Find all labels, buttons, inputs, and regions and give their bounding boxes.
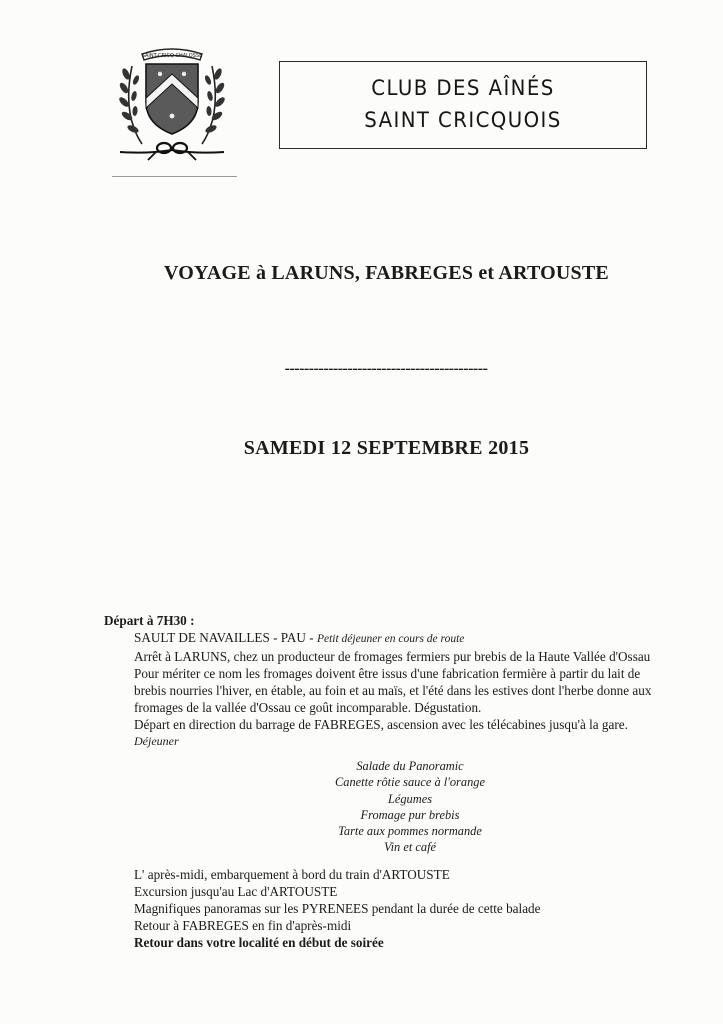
lunch-menu [260,758,560,856]
departure-time: Départ à 7H30 : [104,613,195,628]
dashed-separator: ------------------------------------------ [284,360,488,377]
lunch-label: Déjeuner [134,734,179,748]
return-line: Retour dans votre localité en début de soirée [134,935,384,950]
menu-item: Salade du Panoramic [356,759,464,773]
programme-line: fromages de la vallée d'Ossau ce goût incomparable. Dégustation. [134,700,482,715]
menu-item: Canette rôtie sauce à l'orange [335,775,485,790]
menu-item: Légumes [387,791,433,806]
club-name-box [279,61,647,149]
afternoon-line: Retour à FABREGES en fin d'après-midi [134,918,352,933]
programme-section [104,612,723,750]
club-name-line-2: SAINT CRICQUOIS [364,108,562,132]
route-main: SAULT DE NAVAILLES - PAU - [134,630,317,645]
menu-item: Tarte aux pommes normande [338,824,482,839]
afternoon-section [134,866,723,951]
programme-line: Pour mériter ce nom les fromages doivent être issus d'une fabrication fermière à partir du lait de [134,666,641,681]
programme-line: Arrêt à LARUNS, chez un producteur de fromages fermiers pur brebis de la Haute Vallée d'Ossau [134,649,651,664]
menu-item: Vin et café [383,840,437,855]
programme-line: brebis nourries l'hiver, en étable, au foin et au maïs, et l'été dans les estives dont l'herbe donne aux [134,683,652,698]
club-name-line-1: CLUB DES AÎNÉS [371,76,555,100]
afternoon-line: Magnifiques panoramas sur les PYRENEES pendant la durée de cette balade [134,901,541,916]
trip-date: SAMEDI 12 SEPTEMBRE 2015 [243,437,530,459]
afternoon-line: Excursion jusqu'au Lac d'ARTOUSTE [134,884,338,899]
programme-details [104,629,723,750]
crest-underline [112,176,237,177]
trip-title: VOYAGE à LARUNS, FABREGES et ARTOUSTE [164,262,609,284]
route-line [134,629,723,648]
svg-text:SAINT-CRICQ CHALOSSE: SAINT-CRICQ CHALOSSE [141,53,203,59]
afternoon-line: L' après-midi, embarquement à bord du train d'ARTOUSTE [134,867,450,882]
menu-item: Fromage pur brebis [360,807,460,822]
club-crest-logo [112,44,232,166]
programme-line: Départ en direction du barrage de FABREGES, ascension avec les télécabines jusqu'à la gare. [134,717,628,732]
route-note: Petit déjeuner en cours de route [316,633,465,645]
laurel-shield-icon [112,44,232,166]
